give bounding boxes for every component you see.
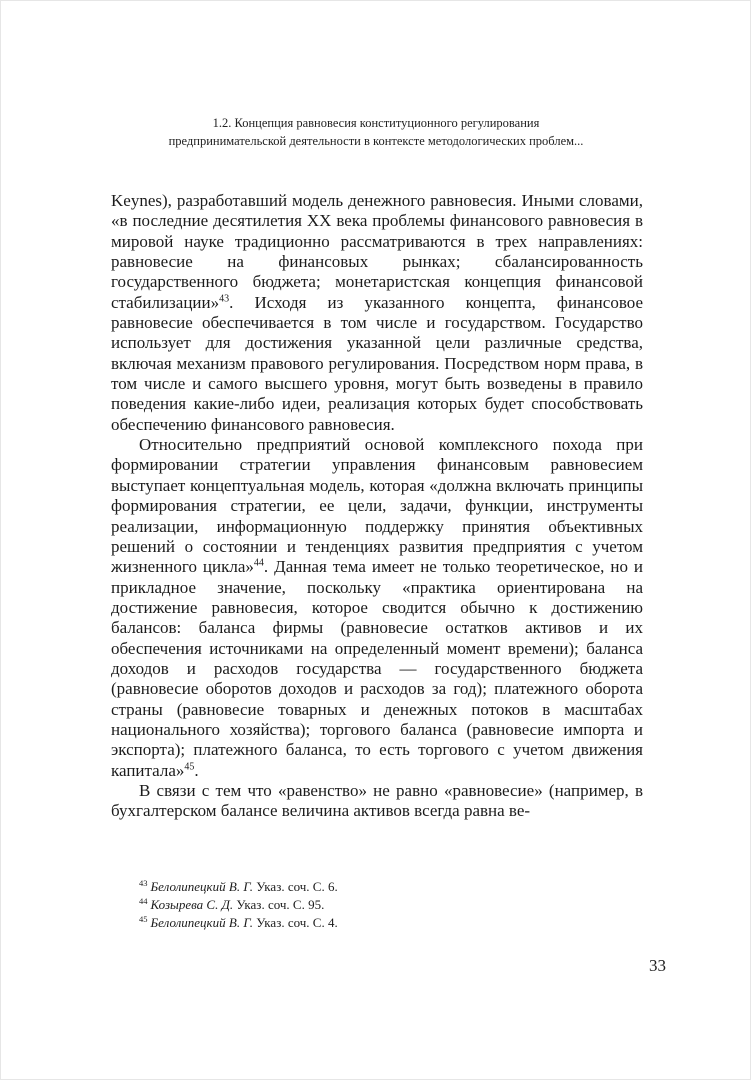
footnote-ref-43: 43 <box>219 293 230 305</box>
paragraph-3 <box>111 781 643 822</box>
paragraph-1-text-b: . Исходя из указанного концепта, финансовое равновесие обеспечивается в том числе и государством. Государство использует для достижения указанной цели различные средства, включая механизм правового регулирования. Посредством норм права, в том числе и самого высшего уровня, могут быть возведены в правило поведения какие-либо идеи, реализация которых будет способствовать обеспечению финансового равновесия. <box>111 292 643 434</box>
footnote-43-text: Указ. соч. С. 6. <box>256 879 338 894</box>
paragraph-3-text: В связи с тем что «равенство» не равно «равновесие» (например, в бухгалтерском балансе величина активов всегда равна ве- <box>111 780 643 821</box>
page-number: 33 <box>649 956 666 975</box>
footnote-45-marker: 45 <box>139 913 148 924</box>
footnote-ref-45: 45 <box>184 760 195 772</box>
footnote-43 <box>111 878 643 896</box>
paragraph-2-text-c: . <box>194 760 199 780</box>
paragraph-2-text-a: Относительно предприятий основой комплексного похода при формировании стратегии управления финансовым равновесием выступает концептуальная модель, которая «должна включать принципы формирования стратегии, ее цели, задачи, функции, инструменты реализации, информационную поддержку принятия объективных решений о состоянии и тенденциях развития предприятия с учетом жизненного цикла» <box>111 435 643 577</box>
footnote-45-text: Указ. соч. С. 4. <box>256 915 338 930</box>
footnote-43-author: Белолипецкий В. Г. <box>150 879 253 894</box>
running-header <box>61 114 691 150</box>
paragraph-2-text-b: . Данная тема имеет не только теоретическое, но и прикладное значение, поскольку «практика ориентирована на достижение равновесия, которое сводится обычно к достижению балансов: баланса фирмы (равновесие остатков активов и их обеспечения источниками на определенный момент времени); баланса доходов и расходов государства — государственного бюджета (равновесие оборотов доходов и расходов за год); платежного оборота страны (равновесие товарных и денежных потоков в масштабах национального хозяйства); торгового баланса (равновесие импорта и экспорта); платежного баланса, то есть торгового с учетом движения капитала» <box>111 557 643 780</box>
paragraph-1 <box>111 191 643 435</box>
footnote-44-marker: 44 <box>139 895 148 906</box>
footnote-45 <box>111 914 643 932</box>
body-text <box>111 191 643 822</box>
running-header-line1: 1.2. Концепция равновесия конституционного регулирования <box>212 116 540 130</box>
footnote-43-marker: 43 <box>139 877 148 888</box>
footnote-44-text: Указ. соч. С. 95. <box>236 897 325 912</box>
footnote-44 <box>111 896 643 914</box>
running-header-line2: предпринимательской деятельности в контексте методологических проблем... <box>168 134 584 148</box>
footnotes-block <box>111 878 643 932</box>
paragraph-1-text-a: Keynes), разработавший модель денежного равновесия. Иными словами, «в последние десятилетия XX века проблемы финансового равновесия в мировой науке традиционно рассматриваются в трех направлениях: равновесие на финансовых рынках; сбалансированность государственного бюджета; монетаристская концепция финансовой стабилизации» <box>111 191 643 312</box>
footnote-44-author: Козырева С. Д. <box>150 897 234 912</box>
footnote-ref-44: 44 <box>253 557 264 569</box>
footnote-45-author: Белолипецкий В. Г. <box>150 915 253 930</box>
paragraph-2 <box>111 435 643 781</box>
